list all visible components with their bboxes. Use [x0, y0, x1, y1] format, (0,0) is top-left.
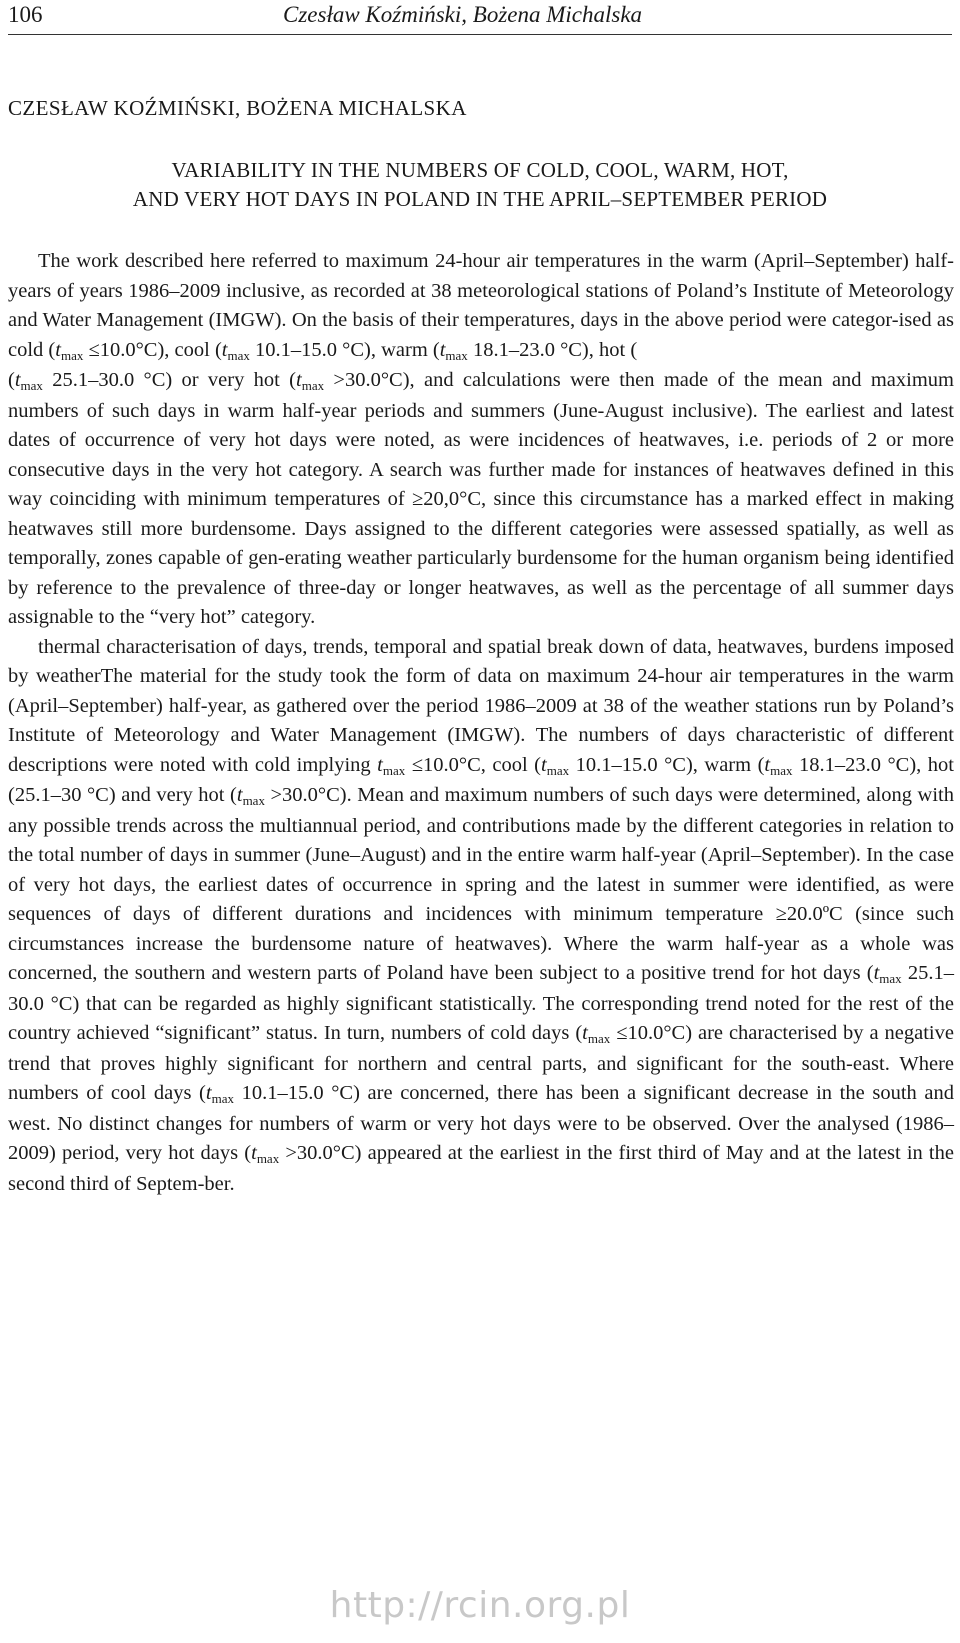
abstract-body [8, 247, 954, 1199]
title-line-1: VARIABILITY IN THE NUMBERS OF COLD, COOL, WARM, HOT, [171, 158, 789, 182]
running-title: Czesław Koźmiński, Bożena Michalska [283, 2, 643, 27]
page-number: 106 [8, 2, 43, 27]
article-authors: CZESŁAW KOŹMIŃSKI, BOŻENA MICHALSKA [8, 96, 467, 120]
keywords-and-summary-paragraph: thermal characterisation of days, trends, temporal and spatial break down of data, heatwaves, burdens imposed by weatherThe material for the study took the form of data on maximum 24-hour air temperatures in the warm (April–September) half-year, as gathered over the period 1986–2009 at 38 of the weather stations run by Poland’s Institute of Meteorology and Water Management (IMGW). The numbers of days characteristic of different descriptions were noted with cold implying tmax ≤10.0°C, cool (tmax 10.1–15.0 °C), warm (tmax 18.1–23.0 °C), hot (25.1–30 °C) and very hot (tmax >30.0°C). Mean and maximum numbers of such days were determined, along with any possible trends across the multiannual period, and contributions made by the different categories in relation to the total number of days in summer (June–August) and in the entire warm half-year (April–September). In the case of very hot days, the earliest dates of occurrence in spring and the latest in summer were identified, as were sequences of days of different durations and incidences with minimum temperature ≥20.0ºC (since such circumstances increase the burdensome nature of heatwaves). Where the warm half-year as a whole was concerned, the southern and western parts of Poland have been subject to a positive trend for hot days (tmax 25.1–30.0 °C) that can be regarded as highly significant statistically. The corresponding trend noted for the rest of the country achieved “significant” status. In turn, numbers of cold days (tmax ≤10.0°C) are characterised by a negative trend that proves highly significant for northern and central parts, and significant for the south-east. Where numbers of cool days (tmax 10.1–15.0 °C) are concerned, there has been a significant decrease in the south and west. No distinct changes for numbers of warm or very hot days were to be observed. Over the analysed (1986–2009) period, very hot days (tmax >30.0°C) appeared at the earliest in the first third of May and at the latest in the second third of Septem-ber. [8, 635, 955, 1195]
source-url-watermark: http://rcin.org.pl [329, 1585, 631, 1626]
abstract-paragraph-1: The work described here referred to maximum 24-hour air temperatures in the warm (April–September) half-years of years 1986–2009 inclusive, as recorded at 38 meteorological stations of Poland’s Institute of Meteorology and Water Management (IMGW). On the basis of their temperatures, days in the above period were categor-ised as cold (tmax ≤10.0°C), cool (tmax 10.1–15.0 °C), warm (tmax 18.1–23.0 °C), hot ( (tmax 25.1–30.0 °C) or very hot (tmax >30.0°C), and calculations were then made of the mean and maximum numbers of such days in warm half-year periods and summers (June-August inclusive). The earliest and latest dates of occurrence of very hot days were noted, as were incidences of heatwaves, i.e. periods of 2 or more consecutive days in the very hot category. A search was further made for instances of heatwaves defined in this way coinciding with minimum temperatures of ≥20,0°C, since this circumstance has a marked effect in making heatwaves still more burdensome. Days assigned to the different categories were assessed spatially, as well as temporally, zones capable of gen-erating weather particularly burdensome for the human organism being identified by reference to the prevalence of three-day or longer heatwaves, as well as the percentage of all summer days assignable to the “very hot” category. [8, 250, 954, 628]
article-title [0, 156, 960, 214]
page-header [8, 0, 952, 35]
title-line-2: AND VERY HOT DAYS IN POLAND IN THE APRIL–SEPTEMBER PERIOD [132, 187, 828, 211]
